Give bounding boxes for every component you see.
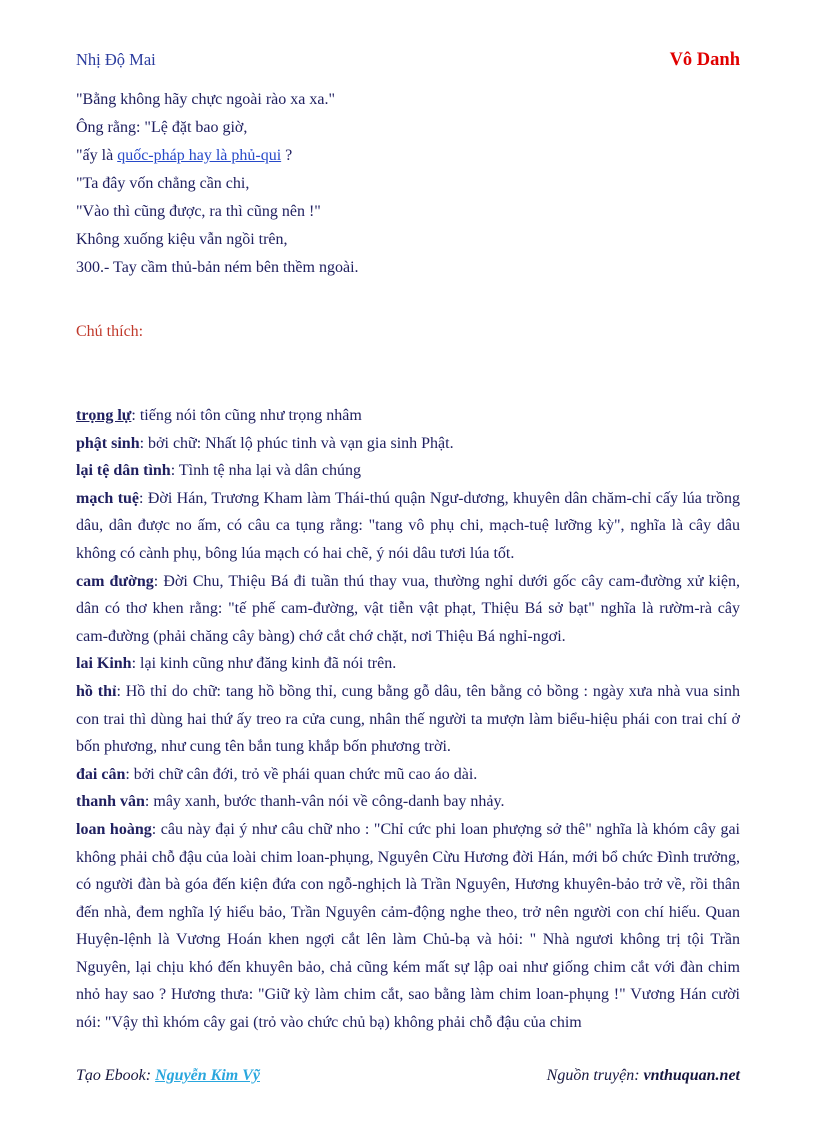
note-definition: tiếng nói tôn cũng như trọng nhâm — [139, 407, 362, 424]
note-item — [76, 457, 740, 485]
author-name: Vô Danh — [669, 50, 740, 70]
phu-qui-link[interactable]: quốc-pháp hay là phủ-qui — [117, 147, 282, 164]
note-definition: câu này đại ý như câu chữ nho : "Chỉ cức phi loan phượng sở thê" nghĩa là khóm cây gai không phải chỗ đậu của loài chim loan-phụng, Nguyên Cừu Hương đời Hán, mới bổ chức Đình trưởng, có người đàn bà góa đến kiện đứa con ngỗ-nghịch là Trần Nguyên, Hương khuyên-bảo trở về, rồi thân đến nhà, đem nghĩa lý hiểu bảo, Trần Nguyên cảm-động nghe theo, trở nên người con chí hiếu. Quan Huyện-lệnh là Vương Hoán khen ngợi cắt lên làm Chủ-bạ và hỏi: " Nhà ngươi không trị tội Trần Nguyên, lại chịu khó đến khuyên bảo, chả cũng kém mất sự lập oai như giống chim cắt với đàn chim nhỏ hay sao ? Hương thưa: "Giữ kỳ làm chim cắt, sao bằng làm chim loan-phụng !" Vương Hán cười nói: "Vậy thì khóm cây gai (trỏ vào chức chủ bạ) không phải chỗ đậu của chim — [76, 820, 741, 1032]
note-item — [76, 788, 740, 816]
note-separator: : — [139, 489, 148, 507]
note-definition: bởi chữ: Nhất lộ phúc tinh và vạn gia sinh Phật. — [148, 434, 454, 452]
note-item — [76, 650, 740, 678]
note-term: thanh vân — [76, 793, 145, 811]
note-item — [76, 402, 740, 430]
note-definition: Đời Chu, Thiệu Bá đi tuần thú thay vua, thường nghỉ dưới gốc cây cam-đường xử kiện, dân có thơ khen rằng: "tế phế cam-đường, vật tiễn vật phạt, Thiệu Bá sở bạt" nghĩa là rườm-rà cây cam-đường (phải chăng cây bàng) chớ cắt chớ chặt, nơi Thiệu Bá nghỉ-ngơi. — [76, 572, 741, 645]
note-item — [76, 678, 740, 761]
source-name: vnthuquan.net — [643, 1067, 740, 1084]
page-footer — [76, 1067, 740, 1085]
note-definition: Tình tệ nha lại và dân chúng — [178, 462, 362, 480]
note-item — [76, 485, 740, 568]
poem-line: "Vào thì cũng được, ra thì cũng nên !" — [76, 203, 321, 220]
poem-line: 300.- Tay cầm thủ-bản ném bên thềm ngoài. — [76, 259, 359, 276]
ebook-author-link[interactable]: Nguyễn Kim Vỹ — [155, 1067, 260, 1084]
footer-source-credit — [547, 1067, 740, 1085]
note-separator: : — [116, 682, 126, 700]
poem-line: "Ta đây vốn chẳng cần chi, — [76, 175, 250, 192]
note-term: cam đường — [76, 572, 154, 590]
notes-heading: Chú thích: — [76, 323, 144, 340]
note-definition: lại kinh cũng như đăng kinh đã nói trên. — [140, 655, 397, 673]
poem-line: "Bằng không hãy chực ngoài rào xa xa." — [76, 91, 335, 108]
note-separator: : — [153, 572, 164, 590]
note-definition: bởi chữ cân đới, trỏ về phái quan chức mũ cao áo dài. — [133, 765, 478, 783]
note-item — [76, 816, 740, 1037]
note-term: lại tệ dân tình — [76, 462, 171, 480]
note-term: lai Kinh — [76, 655, 132, 673]
note-item — [76, 568, 740, 651]
note-definition: Đời Hán, Trương Kham làm Thái-thú quận Ngư-dương, khuyên dân chăm-chỉ cấy lúa trồng dâu, dân được no ấm, có câu ca tụng rằng: "tang vô phụ chi, mạch-tuệ lưỡng kỳ", nghĩa là cây dâu không có cành phụ, bông lúa mạch có hai chẽ, ý nói dâu tươi lúa tốt. — [76, 489, 741, 562]
page-body — [76, 86, 740, 1037]
ebook-label: Tạo Ebook: — [76, 1067, 156, 1084]
poem-line-with-link — [76, 142, 740, 170]
poem-line-suffix: ? — [281, 147, 293, 164]
note-separator: : — [131, 407, 140, 424]
note-term: hồ thỉ — [76, 682, 117, 700]
poem-line-prefix: "ấy là — [76, 147, 118, 164]
poem-block — [76, 86, 740, 282]
note-item — [76, 430, 740, 458]
source-label: Nguồn truyện — [546, 1067, 635, 1084]
note-separator: : — [151, 820, 161, 838]
page-header — [76, 50, 740, 71]
footer-ebook-credit — [76, 1067, 260, 1085]
note-term: đai cân — [76, 765, 126, 783]
note-term: loan hoàng — [76, 820, 152, 838]
book-title: Nhị Độ Mai — [76, 50, 156, 69]
note-definition: Hồ thỉ do chữ: tang hồ bồng thỉ, cung bằng gỗ dâu, tên bằng cỏ bồng : ngày xưa nhà vua sinh con trai thì dùng hai thứ ấy treo ra cửa cung, nhân thế người ta mượn làm biểu-hiệu phái con trai chí ở bốn phương, như cung tên bắn tung khắp bốn phương trời. — [76, 682, 741, 756]
source-separator: : — [634, 1067, 644, 1084]
note-separator: : — [125, 765, 134, 783]
notes-list — [76, 402, 740, 1037]
note-item — [76, 761, 740, 789]
note-separator: : — [131, 655, 141, 673]
note-term: mạch tuệ — [76, 489, 140, 507]
note-term: phật sinh — [76, 434, 140, 452]
note-separator: : — [144, 793, 154, 811]
note-separator: : — [170, 462, 179, 480]
note-term: trọng lự — [76, 407, 132, 424]
note-separator: : — [139, 434, 149, 452]
note-definition: mây xanh, bước thanh-vân nói về công-danh bay nhảy. — [153, 793, 505, 811]
poem-line: Ông rằng: "Lệ đặt bao giờ, — [76, 119, 248, 136]
poem-line: Không xuống kiệu vẫn ngồi trên, — [76, 231, 288, 248]
